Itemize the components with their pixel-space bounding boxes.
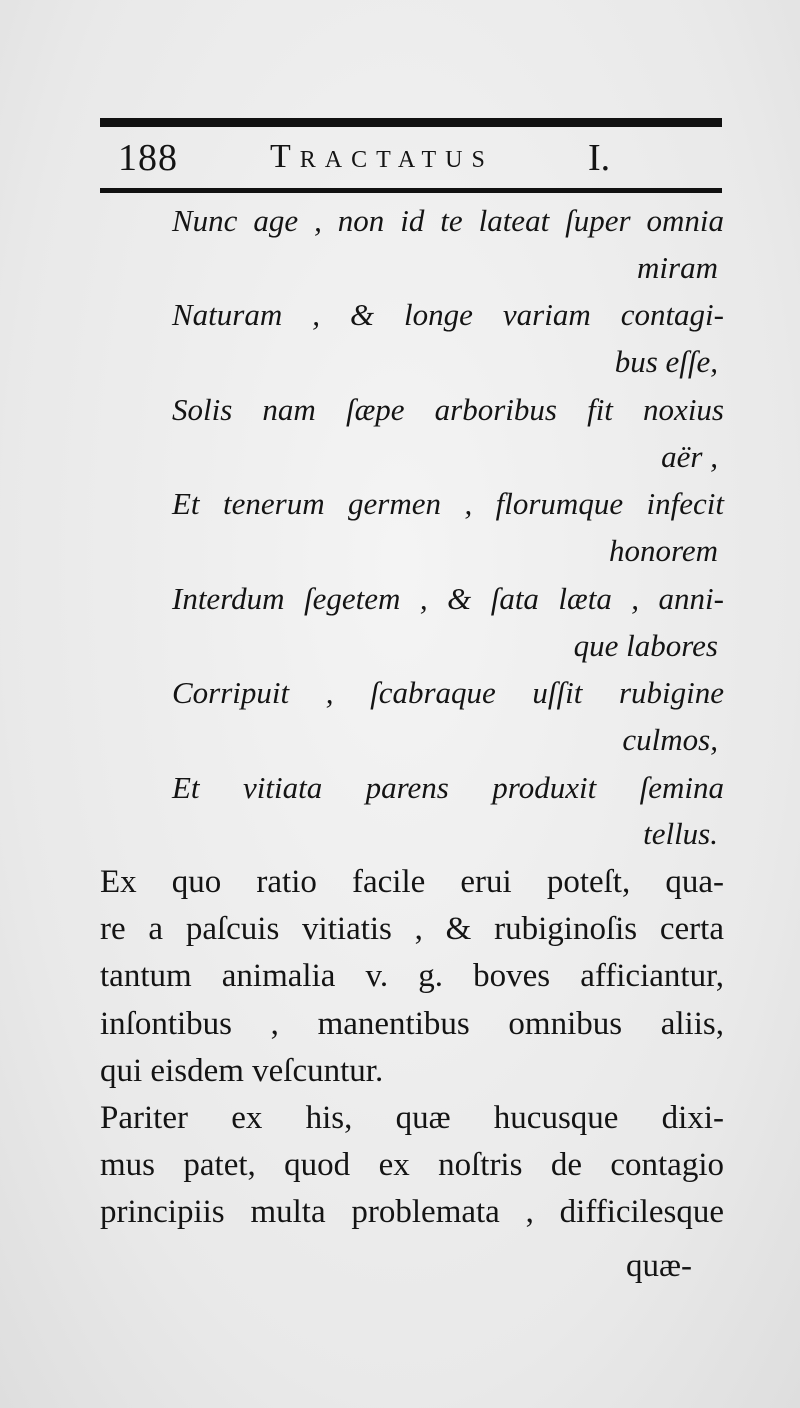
header-rule-top — [100, 118, 722, 127]
verse-line: Interdum ſegetem , & ſata læta , anni- — [172, 581, 724, 616]
prose-line: tantum animalia v. g. boves afficiantur, — [100, 958, 724, 994]
prose-line: Ex quo ratio facile erui poteſt, qua- — [100, 864, 724, 900]
page-number: 188 — [118, 137, 178, 179]
verse-line: culmos, — [622, 722, 718, 757]
verse-line: tellus. — [643, 816, 718, 851]
header-rule-bottom — [100, 188, 722, 193]
prose-line: qui eisdem veſcuntur. — [100, 1053, 384, 1089]
verse-line: Nunc age , non id te lateat ſuper omnia — [172, 203, 724, 238]
page-header — [100, 130, 722, 186]
verse-line: Corripuit , ſcabraque uſſit rubigine — [172, 675, 724, 710]
catchword: quæ- — [626, 1248, 692, 1284]
verse-line: Solis nam ſæpe arboribus fit noxius — [172, 392, 724, 427]
prose-line: re a paſcuis vitiatis , & rubiginoſis certa — [100, 911, 724, 947]
prose-line: mus patet, quod ex noſtris de contagio — [100, 1147, 724, 1183]
verse-line: miram — [637, 250, 718, 285]
verse-line: que labores — [573, 628, 718, 663]
prose-line: inſontibus , manentibus omnibus aliis, — [100, 1006, 724, 1042]
chapter-number: I. — [588, 137, 611, 179]
verse-line: aër , — [661, 439, 718, 474]
prose-line: principiis multa problemata , difficilesque — [100, 1194, 724, 1230]
verse-line: Et tenerum germen , florumque infecit — [172, 486, 724, 521]
running-title: Tractatus — [270, 138, 494, 175]
prose-line: Pariter ex his, quæ hucusque dixi- — [100, 1100, 724, 1136]
verse-line: bus eſſe, — [614, 344, 718, 379]
verse-line: Et vitiata parens produxit ſemina — [172, 770, 724, 805]
verse-line: honorem — [608, 533, 718, 568]
verse-line: Naturam , & longe variam contagi- — [172, 297, 724, 332]
